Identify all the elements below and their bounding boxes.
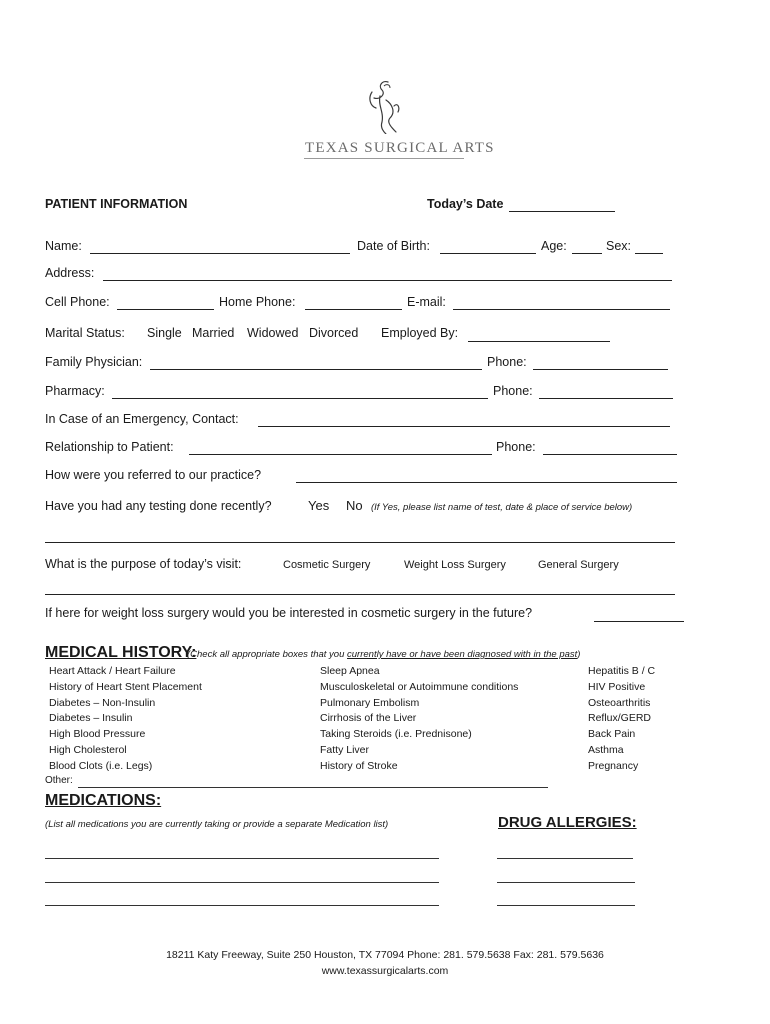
marital-option-divorced[interactable]: Divorced [309, 326, 359, 340]
medication-line-1[interactable] [45, 858, 439, 859]
allergy-line-1[interactable] [497, 858, 633, 859]
sex-field[interactable] [635, 253, 663, 254]
medical-history-title: MEDICAL HISTORY: [45, 644, 197, 661]
home-phone-label: Home Phone: [219, 295, 296, 309]
condition-item[interactable]: Sleep Apnea [320, 665, 380, 677]
condition-item[interactable]: Taking Steroids (i.e. Prednisone) [320, 728, 472, 740]
medications-note: (List all medications you are currently taking or provide a separate Medication list) [45, 819, 389, 830]
logo-figure-icon [300, 78, 470, 134]
purpose-option-cosmetic[interactable]: Cosmetic Surgery [283, 559, 371, 571]
family-physician-label: Family Physician: [45, 355, 143, 369]
condition-item[interactable]: Fatty Liver [320, 744, 370, 756]
marital-status-label: Marital Status: [45, 326, 125, 340]
medication-line-3[interactable] [45, 905, 439, 906]
emergency-contact-field[interactable] [258, 426, 670, 427]
condition-item[interactable]: History of Stroke [320, 760, 398, 772]
dob-label: Date of Birth: [357, 239, 430, 253]
medical-history-note: (Check all appropriate boxes that you currently have or have been diagnosed with in the past) [187, 649, 581, 660]
sex-label: Sex: [606, 239, 632, 253]
condition-item[interactable]: HIV Positive [588, 681, 646, 693]
purpose-option-general[interactable]: General Surgery [538, 559, 619, 571]
referral-field[interactable] [296, 482, 677, 483]
testing-yes-option[interactable]: Yes [308, 498, 330, 513]
pharmacy-phone-label: Phone: [493, 384, 533, 398]
dob-field[interactable] [440, 253, 536, 254]
weight-loss-answer-field[interactable] [594, 621, 684, 622]
weight-loss-question: If here for weight loss surgery would you be interested in cosmetic surgery in the future? [45, 606, 533, 620]
address-label: Address: [45, 266, 95, 280]
condition-item[interactable]: Back Pain [588, 728, 636, 740]
name-label: Name: [45, 239, 82, 253]
allergy-line-3[interactable] [497, 905, 635, 906]
relationship-field[interactable] [189, 454, 492, 455]
logo [300, 78, 495, 160]
family-physician-field[interactable] [150, 369, 482, 370]
condition-item[interactable]: Asthma [588, 744, 624, 756]
condition-item[interactable]: Osteoarthritis [588, 697, 651, 709]
condition-item[interactable]: Diabetes – Non-Insulin [49, 697, 156, 709]
employed-by-label: Employed By: [381, 326, 459, 340]
condition-item[interactable]: Diabetes – Insulin [49, 712, 133, 724]
email-field[interactable] [453, 309, 670, 310]
relationship-phone-field[interactable] [543, 454, 677, 455]
purpose-details-field[interactable] [45, 594, 675, 595]
condition-item[interactable]: High Cholesterol [49, 744, 127, 756]
marital-option-widowed[interactable]: Widowed [247, 326, 299, 340]
emergency-contact-label: In Case of an Emergency, Contact: [45, 412, 239, 426]
employed-by-field[interactable] [468, 341, 610, 342]
logo-text: TEXAS SURGICAL ARTS [305, 140, 495, 156]
family-physician-phone-label: Phone: [487, 355, 527, 369]
pharmacy-field[interactable] [112, 398, 488, 399]
drug-allergies-title: DRUG ALLERGIES: [498, 814, 637, 831]
medication-line-2[interactable] [45, 882, 439, 883]
marital-option-single[interactable]: Single [147, 326, 182, 340]
other-field[interactable] [78, 787, 548, 788]
condition-item[interactable]: High Blood Pressure [49, 728, 146, 740]
relationship-label: Relationship to Patient: [45, 440, 174, 454]
cell-phone-label: Cell Phone: [45, 295, 110, 309]
footer-address: 18211 Katy Freeway, Suite 250 Houston, TX 77094 Phone: 281. 579.5638 Fax: 281. 579.5636 [166, 949, 604, 961]
allergy-line-2[interactable] [497, 882, 635, 883]
condition-item[interactable]: Blood Clots (i.e. Legs) [49, 760, 153, 772]
footer-website[interactable]: www.texassurgicalarts.com [321, 965, 449, 977]
family-physician-phone-field[interactable] [533, 369, 668, 370]
condition-item[interactable]: Hepatitis B / C [588, 665, 656, 677]
referral-label: How were you referred to our practice? [45, 468, 262, 482]
condition-item[interactable]: History of Heart Stent Placement [49, 681, 202, 693]
medications-title: MEDICATIONS: [45, 792, 162, 809]
name-field[interactable] [90, 253, 350, 254]
purpose-label: What is the purpose of today’s visit: [45, 557, 242, 571]
pharmacy-phone-field[interactable] [539, 398, 673, 399]
condition-item[interactable]: Pregnancy [588, 760, 639, 772]
email-label: E-mail: [407, 295, 446, 309]
relationship-phone-label: Phone: [496, 440, 536, 454]
home-phone-field[interactable] [305, 309, 402, 310]
age-field[interactable] [572, 253, 602, 254]
age-label: Age: [541, 239, 567, 253]
condition-item[interactable]: Pulmonary Embolism [320, 697, 420, 709]
condition-item[interactable]: Musculoskeletal or Autoimmune conditions [320, 681, 519, 693]
condition-item[interactable]: Heart Attack / Heart Failure [49, 665, 176, 677]
todays-date-label: Today’s Date [427, 197, 504, 211]
testing-no-option[interactable]: No [346, 498, 363, 513]
other-label: Other: [45, 775, 73, 786]
todays-date-field[interactable] [509, 211, 615, 212]
pharmacy-label: Pharmacy: [45, 384, 105, 398]
address-field[interactable] [103, 280, 672, 281]
marital-option-married[interactable]: Married [192, 326, 235, 340]
testing-details-field[interactable] [45, 542, 675, 543]
condition-item[interactable]: Cirrhosis of the Liver [320, 712, 417, 724]
condition-item[interactable]: Reflux/GERD [588, 712, 652, 724]
cell-phone-field[interactable] [117, 309, 214, 310]
patient-information-title: PATIENT INFORMATION [45, 197, 188, 211]
testing-note: (If Yes, please list name of test, date & place of service below) [371, 502, 633, 513]
testing-label: Have you had any testing done recently? [45, 499, 272, 513]
purpose-option-weight-loss[interactable]: Weight Loss Surgery [404, 559, 506, 571]
